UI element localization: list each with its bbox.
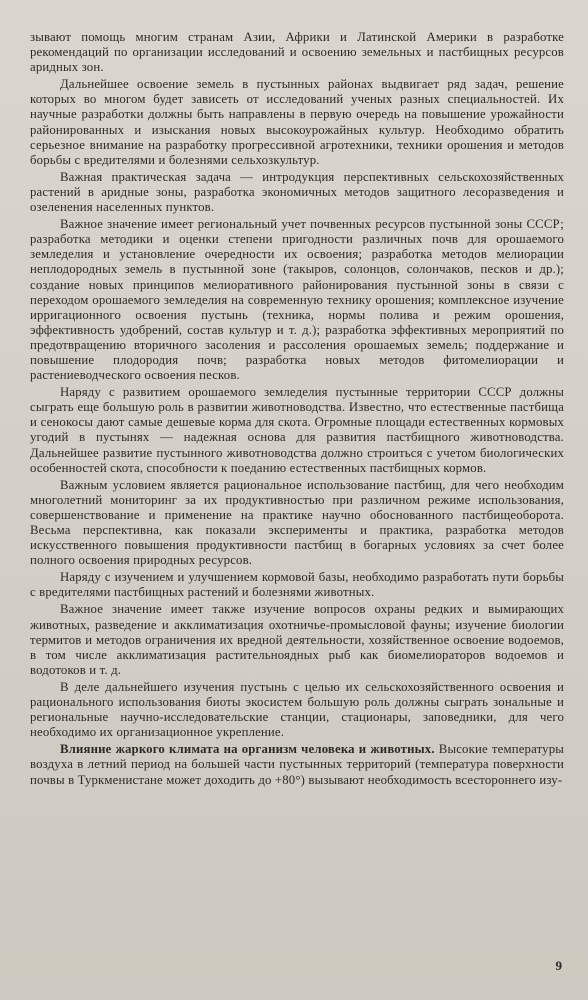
paragraph: Наряду с изучением и улучшением кормовой базы, необходимо разработать пути борьбы с вредителями пастбищных растений и болезнями животных. [30,570,564,600]
section-paragraph [30,742,564,787]
paragraph: Важное значение имеет региональный учет почвенных ресурсов пустынной зоны СССР; разработка методики и оценки степени пригодности различных почв для орошаемого земледелия и установление очередности их освоения; разработка методов мелиорации неплодородных земель в пустынной зоне (такыров, солонцов, солончаков, песков и др.); создание новых принципов мелиоративного районирования пустынной зоны в связи с переходом орошаемого земледелия на современную технику орошения; комплексное изучение ирригационного освоения пустынь (техника, нормы полива и режим орошения, эффективность удобрений, состав культур и т. д.); разработка эффективных мероприятий по предотвращению вторичного засоления и рассоления орошаемых земель; поддержание и повышение плодородия почв; разработка новых методов фитомелиорации и растениеводческого освоения песков. [30,217,564,383]
paragraph: Дальнейшее освоение земель в пустынных районах выдвигает ряд задач, решение которых во многом будет зависеть от исследований ученых разных специальностей. Их научные разработки должны быть направлены в первую очередь на повышение урожайности районированных и изыскания новых высокоурожайных культур. Необходимо обратить серьезное внимание на разработку прогрессивной агротехники, техники орошения и методов борьбы с вредителями и болезнями сельхозкультур. [30,77,564,167]
paragraph: зывают помощь многим странам Азии, Африки и Латинской Америки в разработке рекомендаций по организации исследований и освоению земельных и пастбищных ресурсов аридных зон. [30,30,564,75]
paragraph: Наряду с развитием орошаемого земледелия пустынные территории СССР должны сыграть еще большую роль в развитии животноводства. Известно, что естественные пастбища и сенокосы дают самые дешевые корма для скота. Огромные площади естественных кормовых угодий в пустынях — надежная основа для развития пастбищного животноводства. Дальнейшее развитие пустынного животноводства должно строиться с учетом биологических особенностей скота, способности к поеданию естественных пастбищных кормов. [30,385,564,475]
section-heading: Влияние жаркого климата на организм человека и животных. [60,742,435,757]
paragraph: Важное значение имеет также изучение вопросов охраны редких и вымирающих животных, разведение и акклиматизация охотничье-промысловой фауны; изучение биологии термитов и методов ограничения их вредной деятельности, хозяйственное освоение водоемов, в том числе акклиматизация растительноядных рыб как биомелиораторов водоемов и водотоков и т. д. [30,602,564,677]
section-text: Высокие температуры воздуха в летний период на большей части пустынных территорий (температура поверхности почвы в Туркменистане может доходить до +80°) вызывают необходимость всестороннего изу- [30,742,564,787]
page-number: 9 [555,958,562,973]
paragraph: В деле дальнейшего изучения пустынь с целью их сельскохозяйственного освоения и рационального использования биоты экосистем большую роль должны сыграть зональные и региональные научно-исследовательские станции, стационары, заповедники, для чего необходимо их организационное укрепление. [30,679,564,740]
paragraph: Важная практическая задача — интродукция перспективных сельскохозяйственных растений в аридные зоны, разработка экономичных методов защитного лесоразведения и озеленения населенных пунктов. [30,169,564,215]
body-text [30,30,564,788]
paragraph: Важным условием является рациональное использование пастбищ, для чего необходим многолетний мониторинг за их продуктивностью при различном режиме использования, совершенствование и применение на практике научно обоснованного пастбищеоборота. Весьма перспективна, как показали эксперименты и практика, разработка методов искусственного повышения продуктивности пастбищ в богарных условиях за счет более полного освоения природных ресурсов. [30,477,564,568]
